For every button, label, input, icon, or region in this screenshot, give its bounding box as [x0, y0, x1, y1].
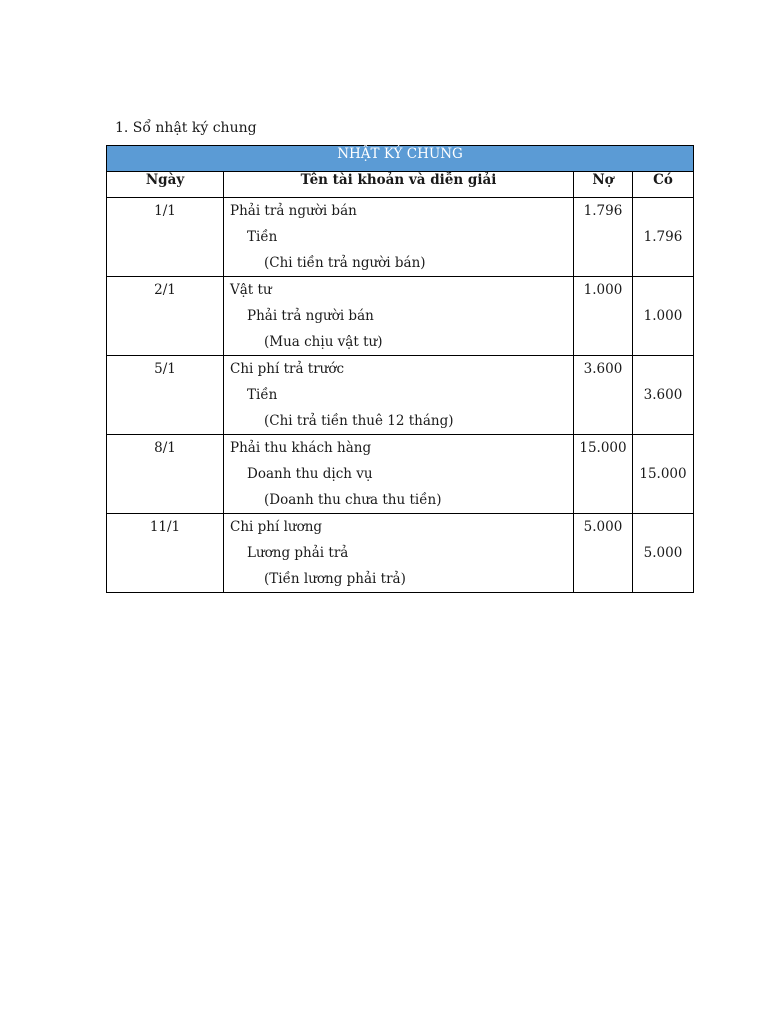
- entry-date: 2/1: [154, 282, 176, 298]
- entry-date-cell: [107, 277, 224, 356]
- entry-date: 8/1: [154, 440, 176, 456]
- entry-credit-cell: [633, 356, 694, 435]
- entry-credit-amount: 5.000: [643, 545, 683, 561]
- entry-debit-cell: [574, 277, 633, 356]
- entry-date: 1/1: [154, 203, 176, 219]
- entry-credit-account: Doanh thu dịch vụ: [247, 466, 373, 482]
- journal-header-row: [107, 172, 694, 198]
- entry-note: (Tiền lương phải trả): [264, 571, 406, 587]
- entry-description-cell: [224, 198, 574, 277]
- entry-credit-spacer: [633, 277, 693, 303]
- entry-debit-amount: 3.600: [583, 361, 623, 377]
- entry-note: (Chi tiền trả người bán): [264, 255, 426, 271]
- entry-credit-amount: 3.600: [643, 387, 683, 403]
- journal-entry-row: [107, 435, 694, 514]
- entry-note: (Chi trả tiền thuê 12 tháng): [264, 413, 454, 429]
- entry-debit-account: Phải thu khách hàng: [230, 440, 372, 456]
- entry-debit-amount: 1.000: [583, 282, 623, 298]
- header-debit: Nợ: [574, 172, 633, 198]
- entry-date-cell: [107, 514, 224, 593]
- journal-entry-row: [107, 514, 694, 593]
- entry-credit-amount: 1.000: [643, 308, 683, 324]
- entry-credit-account: Lương phải trả: [247, 545, 349, 561]
- entry-debit-cell: [574, 514, 633, 593]
- entry-debit-account: Chi phí trả trước: [230, 361, 345, 377]
- header-credit: Có: [633, 172, 694, 198]
- entry-credit-account: Tiền: [247, 387, 278, 403]
- entry-credit-cell: [633, 514, 694, 593]
- header-date: Ngày: [107, 172, 224, 198]
- entry-credit-cell: [633, 198, 694, 277]
- entry-credit-amount: 1.796: [643, 229, 683, 245]
- section-heading: 1. Sổ nhật ký chung: [115, 120, 257, 136]
- entry-note: (Mua chịu vật tư): [264, 334, 383, 350]
- entry-credit-spacer: [633, 198, 693, 224]
- entry-description-cell: [224, 356, 574, 435]
- entry-date-cell: [107, 198, 224, 277]
- entry-credit-spacer: [633, 356, 693, 382]
- entry-description-cell: [224, 514, 574, 593]
- entry-description-cell: [224, 435, 574, 514]
- entry-note: (Doanh thu chưa thu tiền): [264, 492, 442, 508]
- entry-date: 5/1: [154, 361, 176, 377]
- entry-description-cell: [224, 277, 574, 356]
- entry-debit-account: Phải trả người bán: [230, 203, 357, 219]
- entry-debit-amount: 5.000: [583, 519, 623, 535]
- entry-debit-amount: 15.000: [579, 440, 627, 456]
- entry-debit-cell: [574, 356, 633, 435]
- entry-credit-account: Tiền: [247, 229, 278, 245]
- entry-debit-amount: 1.796: [583, 203, 623, 219]
- entry-credit-spacer: [633, 514, 693, 540]
- entry-debit-account: Chi phí lương: [230, 519, 323, 535]
- entry-credit-account: Phải trả người bán: [247, 308, 374, 324]
- entry-date-cell: [107, 356, 224, 435]
- entry-credit-cell: [633, 435, 694, 514]
- journal-title: NHẬT KÝ CHUNG: [107, 146, 694, 172]
- entry-debit-cell: [574, 435, 633, 514]
- entry-date-cell: [107, 435, 224, 514]
- journal-entry-row: [107, 277, 694, 356]
- entry-date: 11/1: [149, 519, 181, 535]
- entry-credit-cell: [633, 277, 694, 356]
- journal-entry-row: [107, 198, 694, 277]
- entry-credit-amount: 15.000: [639, 466, 687, 482]
- journal-table: [106, 145, 694, 593]
- entry-debit-cell: [574, 198, 633, 277]
- entry-credit-spacer: [633, 435, 693, 461]
- entry-debit-account: Vật tư: [230, 282, 272, 298]
- journal-entry-row: [107, 356, 694, 435]
- journal-title-row: [107, 146, 694, 172]
- header-description: Tên tài khoản và diễn giải: [224, 172, 574, 198]
